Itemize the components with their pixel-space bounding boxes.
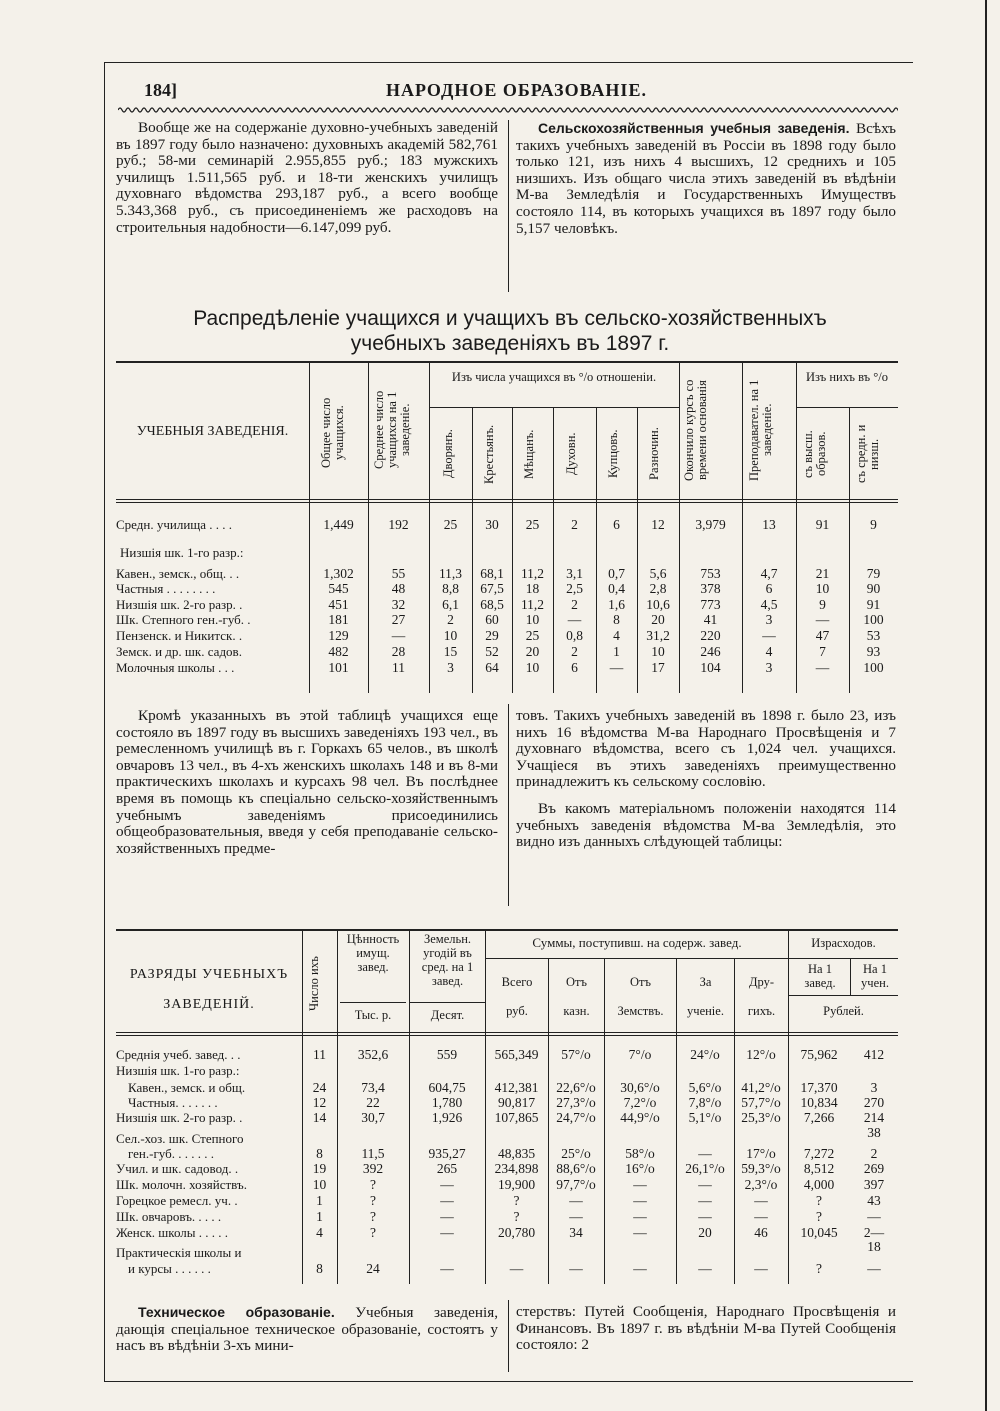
table1-col-higher-ed: съ высш. образов.: [801, 430, 828, 478]
table1-col-teachers: Преподавател. на 1 заведеніе.: [747, 379, 774, 481]
table2-cell-other: 25,3°/о: [741, 1110, 781, 1125]
table1-col-townsmen: Мѣщанъ.: [522, 429, 536, 479]
table2-cell-land: 935,27: [428, 1146, 466, 1161]
table2-col-categories: [116, 960, 302, 1020]
table1-cell-high: 21: [815, 566, 830, 581]
table2-col-other: Дру-: [748, 975, 775, 989]
table1-cell-high: 9: [819, 597, 826, 612]
table1-cell-merch: 4: [613, 628, 620, 643]
table2-cell-zem: 7,2°/о: [623, 1095, 657, 1110]
table2-cell-land: —: [440, 1177, 454, 1192]
table1-cell-teach: 4,5: [760, 597, 778, 612]
table2-cell-land: —: [440, 1193, 454, 1208]
table2-col-treasury-sub: казн.: [563, 1004, 590, 1018]
table2-cell-tuit: 20: [698, 1225, 712, 1240]
table2-cell-other: —: [754, 1261, 768, 1276]
table2-cell-per_stud: 2—: [863, 1225, 885, 1240]
table2-cell-zem: 30,6°/о: [620, 1080, 660, 1095]
table1-cell-nob: 3: [447, 660, 454, 675]
table2-cell-treas: —: [569, 1209, 583, 1224]
mid-right-text1: товъ. Такихъ учебныхъ заведеній въ 1898 г. было 23, изъ нихъ 16 вѣдомства М-ва Народнаго Просвѣщенія и 7 духовнаго вѣдомства, всего съ 1,024 чел. учащихся. Учащіеся въ этихъ заведеніяхъ преимущественно принадлежитъ къ сельскому сословію.: [516, 707, 896, 791]
top-right-paragraph: [516, 120, 896, 237]
table2-cell-per_inst: 8,512: [803, 1161, 835, 1176]
table1-cell-town: 18: [525, 581, 540, 596]
table2-row-label: и курсы . . . . . .: [128, 1261, 211, 1276]
table1-cell-razn: 10,6: [646, 597, 670, 612]
table1-cell-cler: 2: [571, 597, 578, 612]
table2-cell-zem: —: [633, 1225, 647, 1240]
table2-cell-treas: 97,7°/о: [556, 1177, 596, 1192]
table1-cell-nob: 11,3: [438, 566, 463, 581]
table2-row-label: Женск. школы . . . . .: [116, 1225, 229, 1240]
table2-cell-value: 392: [362, 1161, 384, 1176]
table2-cell-value: 24: [366, 1261, 380, 1276]
table1-cell-grad: 104: [700, 660, 721, 675]
table2-cell-other: 17°/о: [746, 1146, 776, 1161]
mid-left-text: Кромѣ указанныхъ въ этой таблицѣ учащихся еще состояло въ 1897 году въ высшихъ заведеніяхъ 193 чел., въ ремесленномъ училищѣ въ г. Горкахъ 65 челов., въ школѣ овчаровъ 13 чел., въ 4-хъ женскихъ школахъ 148 и въ 8-ми практическихъ школахъ и курсахъ 98 чел. Въ послѣднее время въ помощь къ спеціально сельско-хозяйственнымъ учебнымъ заведеніямъ присоединились общеобразовательныя, введя у себя преподаваніе сельско-хозяйственныхъ предме-: [116, 707, 498, 857]
table2-cell-land: 604,75: [428, 1080, 466, 1095]
table2-cell-value: ?: [370, 1209, 376, 1224]
mid-right-text2: Въ какомъ матеріальномъ положеніи находятся 114 учебныхъ заведенія вѣдомства М-ва Земледѣлія, это видно изъ данныхъ слѣдующей таблицы:: [516, 799, 896, 851]
table2-cell-total: 412,381: [494, 1080, 539, 1095]
table2-col-treasury: Отъ: [566, 975, 587, 989]
mid-left-paragraph: [116, 708, 498, 857]
table2-cell-per_inst: 10,834: [800, 1095, 838, 1110]
table1-cell-merch: 6: [613, 517, 620, 532]
table1-cell-mid: 100: [863, 612, 884, 627]
table2-cell-other: 59,3°/о: [741, 1161, 781, 1176]
table2-cell-value: 22: [366, 1095, 380, 1110]
table2-cell-total: ?: [513, 1193, 520, 1208]
table2-cell-other: 57,7°/о: [741, 1095, 781, 1110]
table2-cell-value: 352,6: [357, 1047, 389, 1062]
table1-cell-mid: 93: [866, 644, 881, 659]
table2-col-land: Земельн. угодій въ сред. на 1 завед.: [421, 932, 474, 988]
table2-cell-treas: —: [569, 1261, 583, 1276]
table1-cell-high: —: [815, 660, 830, 675]
table1-cell-razn: 2,8: [649, 581, 667, 596]
table2-cell-total: 107,865: [494, 1110, 539, 1125]
page-number: 184]: [144, 80, 177, 100]
table1-cell-town: 10: [525, 660, 540, 675]
table2-cell-count: 14: [312, 1110, 327, 1125]
table2-cell-treas: 25°/о: [561, 1146, 591, 1161]
table2-cell-treas: 88,6°/о: [556, 1161, 596, 1176]
table2-col-categories-line1: РАЗРЯДЫ УЧЕБНЫХЪ: [129, 967, 289, 982]
column-divider: [508, 120, 509, 292]
table2-cell-count: 19: [312, 1161, 327, 1176]
table1-cell-grad: 753: [700, 566, 721, 581]
table2-cell-zem: 44,9°/о: [620, 1110, 660, 1125]
table2-cell-tuit: —: [698, 1209, 712, 1224]
table2-row-label: Учил. и шк. садовод. .: [116, 1161, 239, 1176]
table1-cell-pea: 29: [485, 628, 499, 643]
table1-col-total: Общее число учащихся.: [319, 397, 346, 469]
table2-cell-land: —: [440, 1225, 454, 1240]
table1-cell-town: 25: [525, 517, 540, 532]
table2-cell-total: 19,900: [497, 1177, 536, 1192]
column-divider-3: [508, 1300, 509, 1372]
table1-cell-high: —: [815, 612, 830, 627]
table2-cell-per_inst: 10,045: [800, 1225, 838, 1240]
table2-cell-other: 2,3°/о: [744, 1177, 778, 1192]
table2-cell-tuit: 5,6°/о: [688, 1080, 722, 1095]
table1-cell-avg: 55: [391, 566, 406, 581]
table1-cell-avg: 192: [388, 517, 409, 532]
table1-cell-total: 482: [328, 644, 349, 659]
table2-cell-per_stud: 43: [867, 1193, 881, 1208]
table1-col-clergy: Духовн.: [564, 432, 578, 476]
table2-cell-value: ?: [370, 1225, 376, 1240]
table1-cell-grad: 3,979: [695, 517, 726, 532]
table2-cell-count: 8: [316, 1146, 323, 1161]
table1-cell-nob: 6,1: [442, 597, 459, 612]
page-edge: [985, 0, 987, 1411]
table2-cell-per_inst: ?: [816, 1261, 822, 1276]
table1-cell-teach: 6: [765, 581, 773, 596]
table2-cell-tuit: —: [698, 1261, 712, 1276]
table1-cell-avg: 32: [391, 597, 406, 612]
table1-group-percent: Изъ числа учащихся въ °/о отношеніи.: [451, 370, 657, 384]
table1-cell-total: 1,302: [323, 566, 354, 581]
table1-cell-total: 545: [328, 581, 349, 596]
table2-cell-zem: 16°/о: [625, 1161, 655, 1176]
table1-cell-total: 181: [328, 612, 349, 627]
table1-cell-cler: 2: [571, 644, 578, 659]
page-header: [144, 80, 889, 106]
table2-col-tuition-sub: ученіе.: [687, 1004, 724, 1018]
table1-cell-grad: 773: [700, 597, 721, 612]
table1-title-line1: Распредѣленіе учащихся и учащихъ въ сельско-хозяйственныхъ: [193, 307, 827, 330]
table2-cell-zem: —: [633, 1209, 647, 1224]
table1-cell-merch: 8: [613, 612, 620, 627]
table2-cell-per_stud: 3: [870, 1080, 878, 1095]
section-heading-technical: Техническое образованіе.: [138, 1304, 335, 1320]
table1-row-label: Средн. училища . . . .: [116, 517, 233, 532]
table1-cell-cler: 2,5: [566, 581, 583, 596]
table2-row-label: Горецкое ремесл. уч. .: [116, 1193, 238, 1208]
table1-cell-avg: 28: [391, 644, 406, 659]
table1-cell-pea: 64: [485, 660, 499, 675]
table1-cell-merch: 0,4: [608, 581, 625, 596]
bottom-right-paragraph: [516, 1304, 896, 1354]
table2-cell-other: 12°/о: [746, 1047, 776, 1062]
table2-cell-land: 559: [436, 1047, 458, 1062]
table2-cell-per_inst: ?: [816, 1209, 822, 1224]
table2-cell-per_stud: 397: [863, 1177, 885, 1192]
table2-row-label: Практическія школы и: [116, 1245, 242, 1260]
table1-cell-pea: 68,5: [480, 597, 504, 612]
table1-cell-grad: 378: [700, 581, 721, 596]
table1-cell-pea: 60: [485, 612, 499, 627]
table2-cell-total: 20,780: [497, 1225, 536, 1240]
header-wavy-rule: [118, 104, 898, 116]
top-right-text: Всѣхъ такихъ учебныхъ заведеній въ Россіи въ 1898 году было только 121, изъ нихъ 4 высшихъ, 12 среднихъ и 105 низшихъ. Изъ общаго числа этихъ заведеній въ вѣдѣніи М-ва Земледѣлія и Государственныхъ Имуществъ состояло 114, въ которыхъ учащихся въ 1897 году было 5,157 человѣкъ.: [516, 120, 896, 237]
table2-cell-per_inst: 75,962: [800, 1047, 838, 1062]
table1-cell-nob: 25: [443, 517, 458, 532]
table1-cell-merch: 1: [613, 644, 620, 659]
table2-cell-per_inst: 7,272: [803, 1146, 835, 1161]
table2-cell-per_stud: 38: [867, 1125, 881, 1140]
table1-cell-mid: 100: [863, 660, 884, 675]
top-left-paragraph: [116, 120, 498, 236]
bottom-left-text: Учебныя заведенія, дающія спеціальное техническое образованіе, состоятъ у насъ въ вѣдѣніи 3-хъ мини-: [116, 1304, 498, 1355]
table1-cell-teach: 3: [765, 660, 773, 675]
table1-group-of-them: Изъ нихъ въ °/о: [806, 370, 888, 384]
table1-cell-pea: 67,5: [480, 581, 504, 596]
table1-col-graduated: Окончило курсъ со времени основанія: [682, 379, 709, 481]
table1-cell-high: 10: [815, 581, 830, 596]
table2-cell-per_inst: 4,000: [803, 1177, 835, 1192]
table2-col-per-student: На 1 учен.: [861, 962, 889, 990]
table1-cell-cler: —: [567, 612, 582, 627]
table2-group-spent: Израсходов.: [811, 936, 876, 950]
table2-col-count: Число ихъ: [307, 956, 321, 1012]
table2-cell-total: —: [509, 1261, 524, 1276]
table2-cell-value: 73,4: [361, 1080, 385, 1095]
table1-row-label: Частныя . . . . . . . .: [116, 581, 216, 596]
table1-cell-mid: 79: [866, 566, 881, 581]
table2-cell-other: 46: [754, 1225, 768, 1240]
table2-cell-value: ?: [370, 1177, 376, 1192]
table1-cell-mid: 9: [870, 517, 877, 532]
table2-cell-tuit: 26,1°/о: [685, 1161, 725, 1176]
table2-cell-per_stud: 2: [870, 1146, 878, 1161]
table2-cell-count: 4: [316, 1225, 323, 1240]
table2-row-label: Низшія шк. 1-го разр.:: [116, 1063, 240, 1078]
table1-cell-merch: 0,7: [608, 566, 625, 581]
table2-col-value: Цѣнность имущ. завед.: [346, 932, 400, 974]
table1-cell-cler: 2: [571, 517, 578, 532]
table1-col-merchants: Купцовъ.: [606, 429, 620, 479]
table2-col-total: Всего: [501, 975, 533, 989]
table2-row-label: Низшія шк. 2-го разр. .: [116, 1110, 243, 1125]
table1-cell-mid: 53: [866, 628, 881, 643]
table2-row-label: Частныя. . . . . . .: [128, 1095, 218, 1110]
table2-cell-total: 48,835: [497, 1146, 536, 1161]
table1-cell-cler: 0,8: [566, 628, 583, 643]
table2-cell-per_inst: ?: [816, 1193, 822, 1208]
table1-col-nobles: Дворянъ.: [441, 429, 455, 479]
table1-cell-town: 11,2: [520, 597, 545, 612]
table1-cell-grad: 41: [703, 612, 718, 627]
mid-right-paragraph: [516, 708, 896, 851]
table2-cell-value: 30,7: [361, 1110, 385, 1125]
table2-cell-treas: 57°/о: [561, 1047, 591, 1062]
table1-col-institutions: УЧЕБНЫЯ ЗАВЕДЕНІЯ.: [136, 424, 289, 439]
table2-cell-zem: 7°/о: [628, 1047, 652, 1062]
table1-title-line2: учебныхъ заведеніяхъ въ 1897 г.: [350, 332, 670, 355]
table1-cell-avg: 27: [391, 612, 406, 627]
table2-cell-per_stud: —: [867, 1209, 881, 1224]
top-left-text: Вообще же на содержаніе духовно-учебныхъ заведеній въ 1897 году было назначено: духовныхъ академій 582,761 руб.; 58-ми семинарій 2.955,855 руб.; 183 мужскихъ училищъ 1.511,565 руб. и 18-ти женскихъ училищъ духовнаго вѣдомства 293,187 руб., а всего вообще 5.343,368 руб., съ присоединеніемъ же расходовъ на строительныя надобности—6.147,099 руб.: [116, 119, 498, 236]
table1-cell-razn: 20: [651, 612, 665, 627]
table1-cell-pea: 30: [485, 517, 499, 532]
section-heading-agricultural: Сельскохозяйственныя учебныя заведенія.: [538, 120, 850, 136]
table2-col-per-inst: На 1 завед.: [804, 962, 836, 990]
table1-cell-razn: 12: [651, 517, 665, 532]
table1-cell-merch: —: [609, 660, 624, 675]
table1-row-label: Кавен., земск., общ. . .: [116, 566, 240, 581]
table2-cell-zem: —: [633, 1177, 647, 1192]
table2-cell-other: 41,2°/о: [741, 1080, 781, 1095]
table2-cell-treas: 24,7°/о: [556, 1110, 596, 1125]
table2-cell-land: —: [440, 1261, 454, 1276]
table2-cell-value: ?: [370, 1193, 376, 1208]
table2-row-label: Шк. молочн. хозяйствъ.: [116, 1177, 247, 1192]
table1-cell-nob: 10: [443, 628, 458, 643]
table1-cell-pea: 68,1: [480, 566, 504, 581]
table2-cell-other: —: [754, 1209, 768, 1224]
table1-cell-avg: —: [391, 628, 406, 643]
table1-cell-town: 25: [525, 628, 540, 643]
table2-cell-count: 1: [316, 1209, 323, 1224]
table1-cell-mid: 90: [866, 581, 881, 596]
table1-cell-mid: 91: [866, 597, 881, 612]
table1-cell-nob: 2: [447, 612, 454, 627]
table1-cell-teach: 13: [762, 517, 776, 532]
table2-cell-total: 234,898: [494, 1161, 539, 1176]
bottom-left-paragraph: [116, 1304, 498, 1355]
table2-cell-count: 10: [312, 1177, 327, 1192]
table2-cell-treas: 27,3°/о: [556, 1095, 596, 1110]
table1-cell-razn: 10: [651, 644, 665, 659]
table2-cell-treas: —: [569, 1193, 583, 1208]
table1-row-label: Земск. и др. шк. садов.: [116, 644, 242, 659]
table2-cell-total: 90,817: [497, 1095, 536, 1110]
table2-cell-tuit: 24°/о: [690, 1047, 720, 1062]
table2-cell-tuit: 7,8°/о: [688, 1095, 722, 1110]
table1-cell-high: 47: [815, 628, 830, 643]
table1-row-label: Низшія шк. 2-го разр. .: [116, 597, 243, 612]
table2-col-tuition: За: [699, 975, 712, 989]
table2-cell-land: —: [440, 1209, 454, 1224]
table2-cell-count: 24: [312, 1080, 327, 1095]
table1-cell-total: 451: [328, 597, 349, 612]
table1-cell-teach: 4: [765, 644, 773, 659]
table2-cell-value: 11,5: [361, 1146, 385, 1161]
table2-cell-tuit: 5,1°/о: [688, 1110, 722, 1125]
table2-cell-tuit: —: [698, 1177, 712, 1192]
bottom-right-text: стерствъ: Путей Сообщенія, Народнаго Просвѣщенія и Финансовъ. Въ 1897 г. въ вѣдѣніи М-ва Путей Сообщенія состояло: 2: [516, 1303, 896, 1354]
table2-col-zemstvo-sub: Земствъ.: [617, 1004, 664, 1018]
table2-cell-per_stud: 412: [863, 1047, 885, 1062]
table2-cell-other: —: [754, 1193, 768, 1208]
table1-cell-teach: —: [762, 628, 776, 643]
table2-cell-tuit: —: [698, 1193, 712, 1208]
table2-cell-per_inst: 7,266: [803, 1110, 835, 1125]
table2-cell-count: 12: [312, 1095, 327, 1110]
table1-cell-nob: 15: [443, 644, 458, 659]
table1-cell-avg: 11: [392, 660, 405, 675]
table1-cell-cler: 3,1: [566, 566, 583, 581]
table2-cell-per_stud: —: [867, 1261, 881, 1276]
table1-cell-high: 7: [819, 644, 826, 659]
table1-row-label: Низшія шк. 1-го разр.:: [120, 545, 244, 560]
table1-cell-pea: 52: [485, 644, 499, 659]
table1-cell-town: 11,2: [520, 566, 545, 581]
table2-group-sums: Суммы, поступивш. на содерж. завед.: [532, 935, 742, 950]
table2-cell-land: 265: [436, 1161, 458, 1176]
table1-cell-grad: 220: [700, 628, 721, 643]
table1-cell-razn: 5,6: [649, 566, 667, 581]
table2-col-spent-unit: Рублей.: [823, 1004, 864, 1018]
column-divider-2: [508, 704, 509, 906]
table1-cell-merch: 1,6: [608, 597, 625, 612]
table1-col-avg: Среднее число учащихся на 1 заведеніе.: [372, 390, 412, 470]
table2-cell-zem: —: [633, 1261, 647, 1276]
table1-row-label: Пензенск. и Никитск. .: [116, 628, 243, 643]
table2-row-label: Среднія учеб. завед. . .: [116, 1047, 241, 1062]
table2-cell-count: 1: [316, 1193, 323, 1208]
table1-cell-cler: 6: [571, 660, 578, 675]
table2-col-other-sub: гихъ.: [747, 1004, 776, 1018]
table1-cell-razn: 31,2: [646, 628, 670, 643]
table2-cell-per_stud: 18: [867, 1239, 881, 1254]
table2-col-categories-line2: ЗАВЕДЕНІЙ.: [163, 997, 255, 1012]
table1-row-label: Молочныя школы . . .: [116, 660, 235, 675]
table2-row-label: ген.-губ. . . . . . .: [128, 1146, 214, 1161]
table1-col-peasants: Крестьянъ.: [482, 424, 496, 484]
page-title: НАРОДНОЕ ОБРАЗОВАНІЕ.: [386, 80, 647, 100]
table1-cell-total: 1,449: [323, 517, 354, 532]
table2-cell-per_stud: 214: [863, 1110, 885, 1125]
table2-col-zemstvo: Отъ: [630, 975, 651, 989]
table1-cell-teach: 3: [765, 612, 773, 627]
table2-cell-count: 11: [313, 1047, 326, 1062]
table1-title: [120, 306, 900, 356]
table2-cell-treas: 34: [569, 1225, 583, 1240]
table2-cell-tuit: —: [698, 1146, 712, 1161]
table2-cell-treas: 22,6°/о: [556, 1080, 596, 1095]
table2-cell-total: ?: [513, 1209, 520, 1224]
table2-row-label: Кавен., земск. и общ.: [128, 1080, 246, 1095]
table1-cell-high: 91: [815, 517, 830, 532]
table2-cell-land: 1,926: [431, 1110, 463, 1125]
table2-cell-land: 1,780: [431, 1095, 463, 1110]
table2-col-total-unit: руб.: [506, 1004, 528, 1018]
table1-cell-grad: 246: [700, 644, 721, 659]
table1-cell-nob: 8,8: [442, 581, 459, 596]
table1-row-label: Шк. Степного ген.-губ. .: [116, 612, 251, 627]
table2-col-land-unit: Десят.: [430, 1008, 465, 1022]
table2-row-label: Шк. овчаровъ. . . . .: [116, 1209, 222, 1224]
table1-cell-total: 101: [328, 660, 349, 675]
table1-col-raznochin: Разночин.: [647, 427, 661, 481]
table2-cell-total: 565,349: [494, 1047, 539, 1062]
table1-cell-razn: 17: [651, 660, 665, 675]
table2-cell-per_inst: 17,370: [800, 1080, 838, 1095]
table2-cell-count: 8: [316, 1261, 323, 1276]
table1-cell-town: 20: [525, 644, 540, 659]
table2-cell-per_stud: 270: [863, 1095, 885, 1110]
table2-cell-zem: 58°/о: [625, 1146, 655, 1161]
table2-cell-per_stud: 269: [863, 1161, 885, 1176]
table1-cell-teach: 4,7: [760, 566, 778, 581]
table2-row-label: Сел.-хоз. шк. Степного: [116, 1131, 244, 1146]
table1-cell-avg: 48: [391, 581, 406, 596]
table2-cell-zem: —: [633, 1193, 647, 1208]
table1-cell-town: 10: [525, 612, 540, 627]
table2-col-value-unit: Тыс. р.: [354, 1008, 392, 1022]
table1-col-mid-ed: съ средн. и низш.: [854, 424, 881, 484]
table1-cell-total: 129: [328, 628, 349, 643]
